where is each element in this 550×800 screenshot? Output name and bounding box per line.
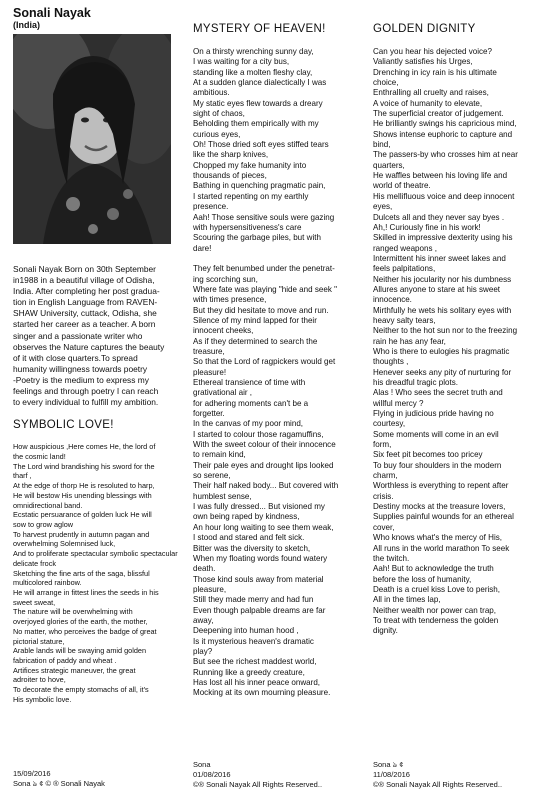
column-author xyxy=(13,6,183,705)
author-portrait-photo xyxy=(13,34,171,244)
column-golden-dignity xyxy=(373,22,543,637)
footer-symbolic-love xyxy=(13,769,105,789)
poem-text-golden-dignity: Can you hear his dejected voice? Valiantly satisfies his Urges, Drenching in icy rain is his ultimate choice, Enthralling all cruelty and raises, A voice of humanity to elevate, The superficial creator of judgement. He brilliantly swings his capricious mind, Shows intense euphoric to capture and bind, The passers-by who crosses him at near quarters, He waffles between his loving life and world of theatre. His mellifluous voice and deep innocent eyes, Dulcets all and they never say byes . Ah,! Curiously fine in his work! Skilled in impressive dexterity using his ranged weapons , Intermittent his inner sweet lakes and feels palpitations, Neither his jocularity nor his dumbness Allures anyone to stare at his sweet innocence. Mirthfully he wets his solitary eyes with heavy salty tears, Neither to the hot sun nor to the freezing rain he has any fear, Who is there to eulogies his pragmatic thoughts , Henever seeks any pity of nurturing for his dreadful tragic plots. Alas ! Who sees the secret truth and willful mercy ? Flying in judicious pride having no courtesy, Some moments will come in an evil form, Six feet pit becomes too pricey To buy four shoulders in the modern charm, Worthless is everything to repent after crisis. Destiny mocks at the treasure lovers, Supplies painful wounds for an ethereal cover, Who knows what's the mercy of His, All runs in the world marathon To seek the twitch. Aah! But to acknowledge the truth before the loss of humanity, Death is a cruel kiss Love to perish, All in the times lap, Neither wealth nor power can trap, To treat with tenderness the golden dignity. xyxy=(373,47,518,636)
poem-date: 15/09/2016 xyxy=(13,769,51,778)
author-country: (India) xyxy=(13,20,40,30)
portrait-icon xyxy=(13,34,171,244)
poem-text-mystery-of-heaven: On a thirsty wrenching sunny day, I was waiting for a city bus, standing like a molten fleshy clay, At a sudden glance dialectically I was ambitious. My static eyes flew towards a dreary sight of chaos, Beholding them empirically with my curious eyes, Oh! Those dried soft eyes stiffed tears like the sharp knives, Chopped my fake humanity into thousands of pieces, Bathing in quenching pragmatic pain, I started repenting on my earthly presence. Aah! Those sensitive souls were gazing with hypersensitiveness's care Scouring the garbage piles, but with dare! They felt benumbed under the penetrat- ing scorching sun, Where fate was playing "hide and seek " with times presence, But they did hesitate to move and run. Silence of my mind lapped for their innocent cheeks, As if they determined to search the treasure, So that the Lord of ragpickers would get pleasure! Ethereal transience of time with grativational air , for adhering moments can't be a forgetter. In the canvas of my poor mind, I started to colour those ragamuffins, With the sweet colour of their innocence to remain kind, Their pale eyes and drought lips looked so serene, Their half naked body... But covered with humblest sense, I was fully dressed... But visioned my own being raped by kindness, An hour long waiting to see them weak, I stood and stared and felt sick. Bitter was the diversity to sketch, When my floating words found watery death. Those kind souls away from material pleasure, Still they made merry and had fun Even though palpable dreams are far away, Deepening into human hood , Is it mysterious heaven's dramatic play? But see the richest maddest world, Running like a greedy creature, Has lost all his inner peace onward, Mocking at its own mourning pleasure. xyxy=(193,47,339,698)
poem-signature: Sona ঌ ¢ © ® Sonali Nayak xyxy=(13,779,105,788)
poem-title-symbolic-love: SYMBOLIC LOVE! xyxy=(13,419,114,432)
column-mystery-of-heaven xyxy=(193,22,363,699)
poem-text-symbolic-love: How auspicious ,Here comes He, the lord of the cosmic land! The Lord wind brandishing his sword for the tharf , At the edge of thorp He is resoluted to harp, He will bestow His unending blessings with omnidirectional band. Ecstatic persuarance of golden luck He will sow to grow aglow To harvest prudently in autumn pagan and overwhelming Solemnised luck, And to proliferate spectacular symbolic spectacular delicate frock Sketching the fine arts of the saga, blissful multicolored rainbow. He will arrange in fittest lines the seeds in his sweet sweat, The nature will be overwhelming with overjoyed glories of the earth, the mother, No matter, who perceives the badge of great pictorial stature, Arable lands will be swaying amid golden fabrication of paddy and wheat . Artifices strategic maneuver, the great adroiter to hove, To decorate the empty stomachs of all, it's His symbolic love. xyxy=(13,442,178,704)
poem-title-golden-dignity: GOLDEN DIGNITY xyxy=(373,23,476,35)
footer-mystery-of-heaven: Sona 01/08/2016 ©® Sonali Nayak All Rights Reserved.. xyxy=(193,760,323,789)
poem-title-mystery-of-heaven: MYSTERY OF HEAVEN! xyxy=(193,23,326,35)
author-name: Sonali Nayak xyxy=(13,6,91,20)
author-bio: Sonali Nayak Born on 30th September in1988 in a beautiful village of Odisha, India. After completing her post gradua- tion in English Language from RAVEN- SHAW University, cuttack, Odisha, she started her career as a teacher. A born singer and a passionate writer who observes the Nature captures the beauty of it with close quarters.To spread humanity willingness towards poetry -Poetry is the medium to express my feelings and through poetry I can reach to every individual to fulfill my ambition. xyxy=(13,264,165,408)
footer-golden-dignity: Sona ঌ ¢ 11/08/2016 ©® Sonali Nayak All Rights Reserved.. xyxy=(373,760,503,789)
